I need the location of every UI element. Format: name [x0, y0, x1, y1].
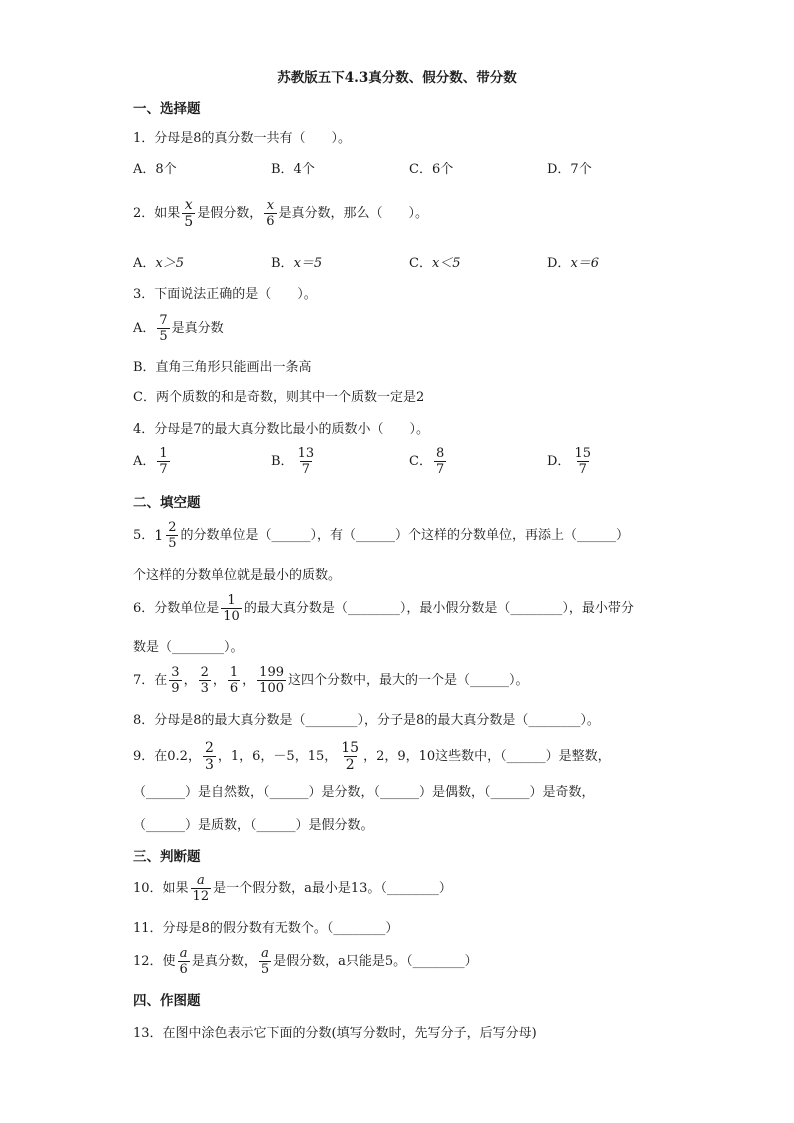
numerator: 2 — [200, 665, 209, 680]
fraction — [199, 666, 211, 695]
fraction — [434, 447, 446, 476]
option-text: 是真分数 — [171, 321, 224, 336]
option-letter: B． — [271, 454, 294, 469]
q2-mid: 是假分数， — [197, 206, 263, 221]
q3-option-a — [133, 314, 224, 343]
separator: ， — [183, 673, 197, 688]
q2-option-a — [133, 255, 184, 273]
numerator: 2 — [204, 740, 214, 756]
question-12 — [133, 947, 478, 976]
q10-prefix: 10．如果 — [133, 881, 189, 896]
question-13: 13．在图中涂色表示它下面的分数(填写分数时，先写分子，后写分母) — [133, 1026, 537, 1041]
q3-option-c: C．两个质数的和是奇数，则其中一个质数一定是2 — [133, 390, 425, 405]
fraction — [228, 666, 240, 695]
section-heading-draw: 四、作图题 — [133, 993, 201, 1009]
question-5 — [133, 521, 629, 550]
numerator: x — [266, 198, 275, 213]
denominator: 12 — [192, 889, 210, 904]
option-letter: A． — [133, 321, 156, 336]
section-heading-judge: 三、判断题 — [133, 849, 201, 865]
question-7 — [133, 666, 529, 695]
q5-prefix: 5． — [133, 528, 155, 543]
numerator: 199 — [259, 665, 284, 680]
q6-text: 的最大真分数是（________），最小假分数是（________），最小带分 — [243, 601, 634, 616]
fraction — [191, 874, 212, 903]
fraction — [157, 447, 169, 476]
fraction — [339, 741, 361, 772]
option-letter: D． — [547, 256, 571, 271]
numerator: 1 — [227, 593, 236, 608]
denominator: 3 — [200, 681, 209, 696]
denominator: 7 — [578, 462, 587, 477]
fraction — [259, 947, 271, 976]
fraction — [203, 741, 216, 772]
option-letter: A． — [133, 256, 156, 271]
q1-option-d: D．7个 — [547, 162, 592, 177]
page-title: 苏教版五下4.3真分数、假分数、带分数 — [277, 70, 517, 86]
q12-prefix: 12．使 — [133, 954, 176, 969]
q12-text: 是假分数，a只能是5。（________） — [273, 954, 478, 969]
q2-option-c — [409, 255, 461, 273]
numerator: 8 — [435, 446, 445, 461]
numerator: a — [196, 873, 205, 888]
denominator: 10 — [223, 609, 240, 624]
option-letter: C． — [409, 256, 432, 271]
numerator: a — [179, 946, 188, 961]
numerator: 1 — [159, 446, 168, 461]
q4-option-d — [547, 447, 595, 476]
option-letter: C． — [409, 454, 432, 469]
numerator: 1 — [229, 665, 239, 680]
denominator: 5 — [159, 329, 168, 344]
numerator: 15 — [574, 446, 591, 461]
option-letter: B． — [271, 256, 294, 271]
q9-text: ，2，9，10这些数中，（______）是整数， — [363, 749, 611, 764]
denominator: 3 — [204, 757, 214, 773]
fraction — [221, 594, 242, 623]
fraction — [157, 314, 169, 343]
fraction — [169, 666, 181, 695]
question-10 — [133, 874, 452, 903]
whole-part: 1 — [154, 527, 164, 544]
denominator: 7 — [159, 462, 168, 477]
q4-option-b — [271, 447, 318, 476]
denominator: 7 — [435, 462, 445, 477]
q2-option-d — [547, 255, 599, 273]
question-9 — [133, 741, 611, 772]
separator: ， — [212, 673, 226, 688]
option-letter: D． — [547, 454, 571, 469]
fraction — [166, 521, 178, 550]
option-value: x＜5 — [431, 256, 461, 271]
question-2 — [133, 198, 428, 229]
numerator: 7 — [159, 313, 168, 328]
question-8: 8．分母是8的最大真分数是（________），分子是8的最大真分数是（________）。 — [133, 713, 600, 728]
q7-text: 这四个分数中，最大的一个是（______）。 — [288, 673, 529, 688]
denominator: 5 — [260, 962, 270, 977]
q1-option-b: B．4个 — [271, 162, 315, 177]
option-value: x＝5 — [293, 256, 323, 271]
fraction — [296, 447, 317, 476]
denominator: 100 — [259, 681, 284, 696]
q4-option-c — [409, 447, 448, 476]
section-heading-fill: 二、填空题 — [133, 495, 201, 511]
q9-line-2: （______）是自然数，（______）是分数，（______）是偶数，（______）是奇数， — [133, 785, 595, 800]
numerator: 15 — [341, 740, 360, 756]
question-1: 1．分母是8的真分数一共有（ ）。 — [133, 131, 352, 146]
numerator: 3 — [171, 665, 180, 680]
fraction — [257, 666, 286, 695]
q2-prefix: 2．如果 — [133, 206, 181, 221]
question-4: 4．分母是7的最大真分数比最小的质数小（ ）。 — [133, 422, 430, 437]
q6-prefix: 6．分数单位是 — [133, 601, 220, 616]
question-6 — [133, 594, 634, 623]
question-3: 3．下面说法正确的是（ ）。 — [133, 287, 317, 302]
q5-line-2: 个这样的分数单位就是最小的质数。 — [133, 568, 342, 583]
denominator: 2 — [345, 757, 355, 773]
q2-option-b — [271, 255, 322, 273]
fraction — [182, 198, 195, 229]
q7-prefix: 7．在 — [133, 673, 168, 688]
q9-prefix: 9．在0.2， — [133, 749, 201, 764]
q9-mid: ，1，6，－5，15， — [217, 749, 338, 764]
question-11: 11．分母是8的假分数有无数个。（________） — [133, 921, 399, 936]
denominator: 5 — [184, 214, 194, 230]
denominator: 7 — [301, 462, 310, 477]
separator: ， — [242, 673, 256, 688]
denominator: 6 — [266, 214, 275, 229]
q3-option-b: B．直角三角形只能画出一条高 — [133, 360, 312, 375]
denominator: 6 — [229, 681, 239, 696]
fraction — [572, 447, 593, 476]
fraction — [264, 199, 276, 228]
q5-text: 的分数单位是（______），有（______）个这样的分数单位，再添上（______） — [180, 528, 629, 543]
denominator: 6 — [179, 962, 188, 977]
q2-suffix: 是真分数，那么（ ）。 — [278, 206, 429, 221]
numerator: 13 — [297, 446, 315, 461]
q9-line-3: （______）是质数，（______）是假分数。 — [133, 818, 374, 833]
denominator: 5 — [168, 536, 177, 551]
numerator: x — [184, 197, 193, 213]
q6-line-2: 数是（________）。 — [133, 640, 244, 655]
section-heading-choice: 一、选择题 — [133, 101, 201, 117]
q12-mid: 是真分数， — [191, 954, 257, 969]
q4-option-a — [133, 447, 172, 476]
option-letter: A． — [133, 454, 156, 469]
mixed-number — [154, 521, 180, 550]
denominator: 9 — [171, 681, 180, 696]
fraction — [178, 947, 190, 976]
option-value: x＝6 — [570, 256, 600, 271]
numerator: 2 — [168, 520, 177, 535]
q1-option-a: A．8个 — [133, 162, 177, 177]
option-value: x＞5 — [155, 256, 184, 271]
numerator: a — [261, 946, 269, 961]
q10-text: 是一个假分数，a最小是13。（________） — [213, 881, 452, 896]
q1-option-c: C．6个 — [409, 162, 454, 177]
